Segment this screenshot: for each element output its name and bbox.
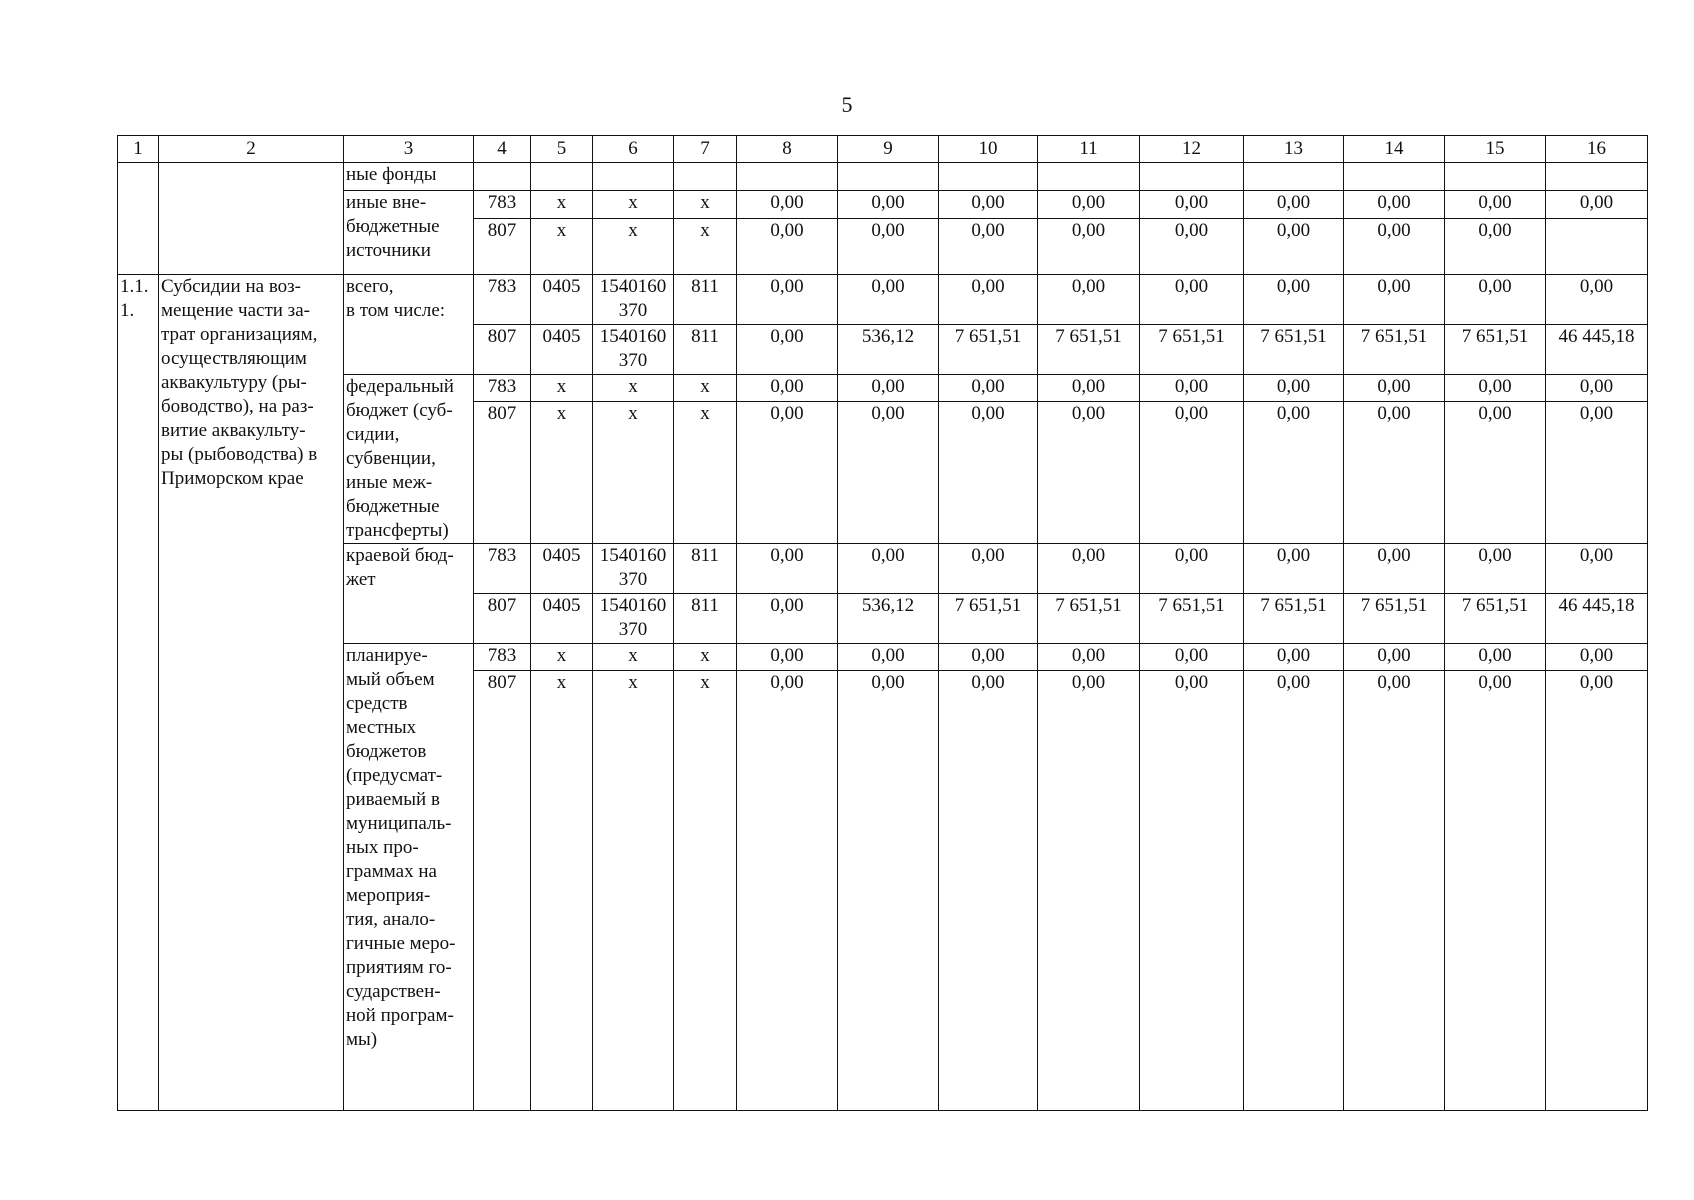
empty-cell <box>1546 163 1648 191</box>
value-cell: 0,00 <box>1038 219 1140 275</box>
header-cell: 2 <box>159 136 344 163</box>
source-cell: планируе- мый объем средств местных бюджетов (предусмат- риваемый в муниципаль- ных про- граммах на мероприя- тия, анало- гичные меро- приятиям го- сударствен- ной програм- мы) <box>344 644 474 1111</box>
table-row <box>118 375 1648 402</box>
value-cell: 0,00 <box>737 594 838 644</box>
value-cell: 0,00 <box>1140 671 1244 1111</box>
value-cell: 0,00 <box>838 375 939 402</box>
value-cell: 0,00 <box>1344 644 1445 671</box>
value-cell: х <box>674 191 737 219</box>
value-cell: 0,00 <box>1445 644 1546 671</box>
empty-cell <box>593 163 674 191</box>
value-cell: 0,00 <box>838 644 939 671</box>
value-cell: 536,12 <box>838 594 939 644</box>
value-cell: х <box>674 402 737 544</box>
value-cell: х <box>593 402 674 544</box>
value-cell: 0,00 <box>1445 191 1546 219</box>
value-cell: 0,00 <box>1140 402 1244 544</box>
value-cell: 783 <box>474 544 531 594</box>
header-cell: 7 <box>674 136 737 163</box>
header-cell: 6 <box>593 136 674 163</box>
value-cell: 807 <box>474 402 531 544</box>
value-cell: 0,00 <box>1038 402 1140 544</box>
value-cell: 0,00 <box>1244 191 1344 219</box>
value-cell: 0,00 <box>1344 191 1445 219</box>
value-cell: 0,00 <box>1546 544 1648 594</box>
value-cell: 0,00 <box>1038 671 1140 1111</box>
value-cell: 0,00 <box>1546 644 1648 671</box>
empty-cell <box>838 163 939 191</box>
value-cell: 0,00 <box>737 191 838 219</box>
value-cell: 0,00 <box>838 275 939 325</box>
value-cell: 7 651,51 <box>939 594 1038 644</box>
empty-cell <box>674 163 737 191</box>
header-cell: 5 <box>531 136 593 163</box>
header-cell: 15 <box>1445 136 1546 163</box>
value-cell: х <box>593 375 674 402</box>
value-cell: 0,00 <box>939 191 1038 219</box>
value-cell: 0,00 <box>1344 219 1445 275</box>
value-cell: х <box>593 671 674 1111</box>
value-cell: 0,00 <box>1445 275 1546 325</box>
value-cell: х <box>531 644 593 671</box>
value-cell: 536,12 <box>838 325 939 375</box>
value-cell: 0,00 <box>838 402 939 544</box>
value-cell: 0,00 <box>737 644 838 671</box>
value-cell: 0,00 <box>1546 375 1648 402</box>
value-cell: 0,00 <box>1038 644 1140 671</box>
empty-cell <box>1445 163 1546 191</box>
value-cell: 0,00 <box>737 402 838 544</box>
value-cell: 0,00 <box>939 219 1038 275</box>
value-cell: 0,00 <box>838 219 939 275</box>
header-cell: 8 <box>737 136 838 163</box>
table-row <box>118 275 1648 325</box>
value-cell: х <box>531 191 593 219</box>
header-cell: 9 <box>838 136 939 163</box>
value-cell: 0,00 <box>1344 402 1445 544</box>
value-cell: 0,00 <box>737 325 838 375</box>
value-cell: 0,00 <box>737 375 838 402</box>
value-cell: 0,00 <box>1546 671 1648 1111</box>
source-cell: ные фонды <box>344 163 474 191</box>
row-name-cell <box>159 163 344 275</box>
value-cell: 811 <box>674 544 737 594</box>
value-cell: 0,00 <box>737 275 838 325</box>
value-cell: 0,00 <box>737 219 838 275</box>
value-cell: 0,00 <box>1445 219 1546 275</box>
source-cell: всего, в том числе: <box>344 275 474 375</box>
row-number-cell <box>118 163 159 275</box>
table-row <box>118 544 1648 594</box>
empty-cell <box>939 163 1038 191</box>
value-cell: 0,00 <box>1140 544 1244 594</box>
value-cell: 7 651,51 <box>1445 325 1546 375</box>
value-cell: х <box>593 644 674 671</box>
value-cell: х <box>531 219 593 275</box>
empty-cell <box>1038 163 1140 191</box>
value-cell: 0,00 <box>939 275 1038 325</box>
value-cell: 0,00 <box>1546 191 1648 219</box>
value-cell: 0,00 <box>1344 671 1445 1111</box>
value-cell: х <box>674 671 737 1111</box>
value-cell: 0405 <box>531 325 593 375</box>
value-cell: 0,00 <box>737 544 838 594</box>
source-cell: иные вне- бюджетные источники <box>344 191 474 275</box>
value-cell: 807 <box>474 671 531 1111</box>
header-cell: 12 <box>1140 136 1244 163</box>
value-cell: 0,00 <box>838 191 939 219</box>
value-cell: 0,00 <box>1038 375 1140 402</box>
value-cell: 0405 <box>531 275 593 325</box>
value-cell: 46 445,18 <box>1546 325 1648 375</box>
table-row <box>118 191 1648 219</box>
header-cell: 16 <box>1546 136 1648 163</box>
value-cell: 0,00 <box>1140 644 1244 671</box>
value-cell: 0,00 <box>939 402 1038 544</box>
value-cell: 0,00 <box>939 671 1038 1111</box>
value-cell: 807 <box>474 219 531 275</box>
value-cell: 7 651,51 <box>1140 325 1244 375</box>
value-cell: 7 651,51 <box>1344 325 1445 375</box>
value-cell: 0,00 <box>1140 275 1244 325</box>
value-cell: 0,00 <box>1244 275 1344 325</box>
value-cell: 0,00 <box>1244 219 1344 275</box>
value-cell: 0,00 <box>1244 375 1344 402</box>
value-cell: 46 445,18 <box>1546 594 1648 644</box>
header-cell: 4 <box>474 136 531 163</box>
header-cell: 10 <box>939 136 1038 163</box>
source-cell: краевой бюд- жет <box>344 544 474 644</box>
value-cell: 7 651,51 <box>1244 325 1344 375</box>
value-cell: х <box>531 671 593 1111</box>
value-cell: 783 <box>474 275 531 325</box>
empty-cell <box>1344 163 1445 191</box>
value-cell: 0,00 <box>939 544 1038 594</box>
value-cell: 1540160 370 <box>593 275 674 325</box>
value-cell: 1540160 370 <box>593 325 674 375</box>
value-cell <box>1546 219 1648 275</box>
value-cell: 0,00 <box>1445 671 1546 1111</box>
table-header-row <box>118 136 1648 163</box>
value-cell: 7 651,51 <box>1140 594 1244 644</box>
value-cell: х <box>531 375 593 402</box>
value-cell: 0,00 <box>838 544 939 594</box>
value-cell: х <box>531 402 593 544</box>
value-cell: 0,00 <box>1038 191 1140 219</box>
header-cell: 1 <box>118 136 159 163</box>
table-row <box>118 644 1648 671</box>
value-cell: 7 651,51 <box>1344 594 1445 644</box>
value-cell: 7 651,51 <box>1038 325 1140 375</box>
empty-cell <box>1140 163 1244 191</box>
page-number: 5 <box>841 92 853 117</box>
header-cell: 3 <box>344 136 474 163</box>
value-cell: 811 <box>674 325 737 375</box>
value-cell: 0,00 <box>1546 275 1648 325</box>
value-cell: 0,00 <box>1038 544 1140 594</box>
value-cell: 0,00 <box>939 375 1038 402</box>
header-cell: 13 <box>1244 136 1344 163</box>
value-cell: 0,00 <box>1140 191 1244 219</box>
value-cell: 0,00 <box>1445 375 1546 402</box>
value-cell: 0,00 <box>1445 544 1546 594</box>
empty-cell <box>531 163 593 191</box>
value-cell: 7 651,51 <box>1038 594 1140 644</box>
value-cell: 0405 <box>531 594 593 644</box>
header-cell: 14 <box>1344 136 1445 163</box>
empty-cell <box>474 163 531 191</box>
value-cell: 0,00 <box>1445 402 1546 544</box>
value-cell: 0,00 <box>1140 375 1244 402</box>
value-cell: 0,00 <box>1344 544 1445 594</box>
value-cell: 7 651,51 <box>1445 594 1546 644</box>
value-cell: х <box>674 375 737 402</box>
value-cell: 0,00 <box>838 671 939 1111</box>
table-row <box>118 163 1648 191</box>
value-cell: 0,00 <box>737 671 838 1111</box>
value-cell: 783 <box>474 375 531 402</box>
value-cell: 811 <box>674 594 737 644</box>
value-cell: 0,00 <box>1344 375 1445 402</box>
value-cell: х <box>593 191 674 219</box>
value-cell: х <box>593 219 674 275</box>
value-cell: 0,00 <box>1140 219 1244 275</box>
value-cell: 811 <box>674 275 737 325</box>
header-cell: 11 <box>1038 136 1140 163</box>
source-cell: федеральный бюджет (суб- сидии, субвенции, иные меж- бюджетные трансферты) <box>344 375 474 544</box>
value-cell: 0,00 <box>1244 544 1344 594</box>
value-cell: 783 <box>474 191 531 219</box>
value-cell: х <box>674 219 737 275</box>
empty-cell <box>737 163 838 191</box>
value-cell: 0,00 <box>1344 275 1445 325</box>
value-cell: 0,00 <box>1038 275 1140 325</box>
value-cell: 0,00 <box>1244 671 1344 1111</box>
budget-table <box>117 135 1648 1111</box>
value-cell: 783 <box>474 644 531 671</box>
value-cell: 0,00 <box>1244 402 1344 544</box>
value-cell: 1540160 370 <box>593 544 674 594</box>
value-cell: 7 651,51 <box>1244 594 1344 644</box>
value-cell: 0,00 <box>1546 402 1648 544</box>
row-number-cell: 1.1. 1. <box>118 275 159 1111</box>
row-name-cell: Субсидии на воз- мещение части за- трат организациям, осуществляющим аквакультуру (ры- боводство), на раз- витие аквакульту- ры (рыбоводства) в Приморском крае <box>159 275 344 1111</box>
empty-cell <box>1244 163 1344 191</box>
value-cell: 1540160 370 <box>593 594 674 644</box>
value-cell: х <box>674 644 737 671</box>
value-cell: 0,00 <box>1244 644 1344 671</box>
value-cell: 7 651,51 <box>939 325 1038 375</box>
value-cell: 0,00 <box>939 644 1038 671</box>
value-cell: 0405 <box>531 544 593 594</box>
value-cell: 807 <box>474 594 531 644</box>
value-cell: 807 <box>474 325 531 375</box>
